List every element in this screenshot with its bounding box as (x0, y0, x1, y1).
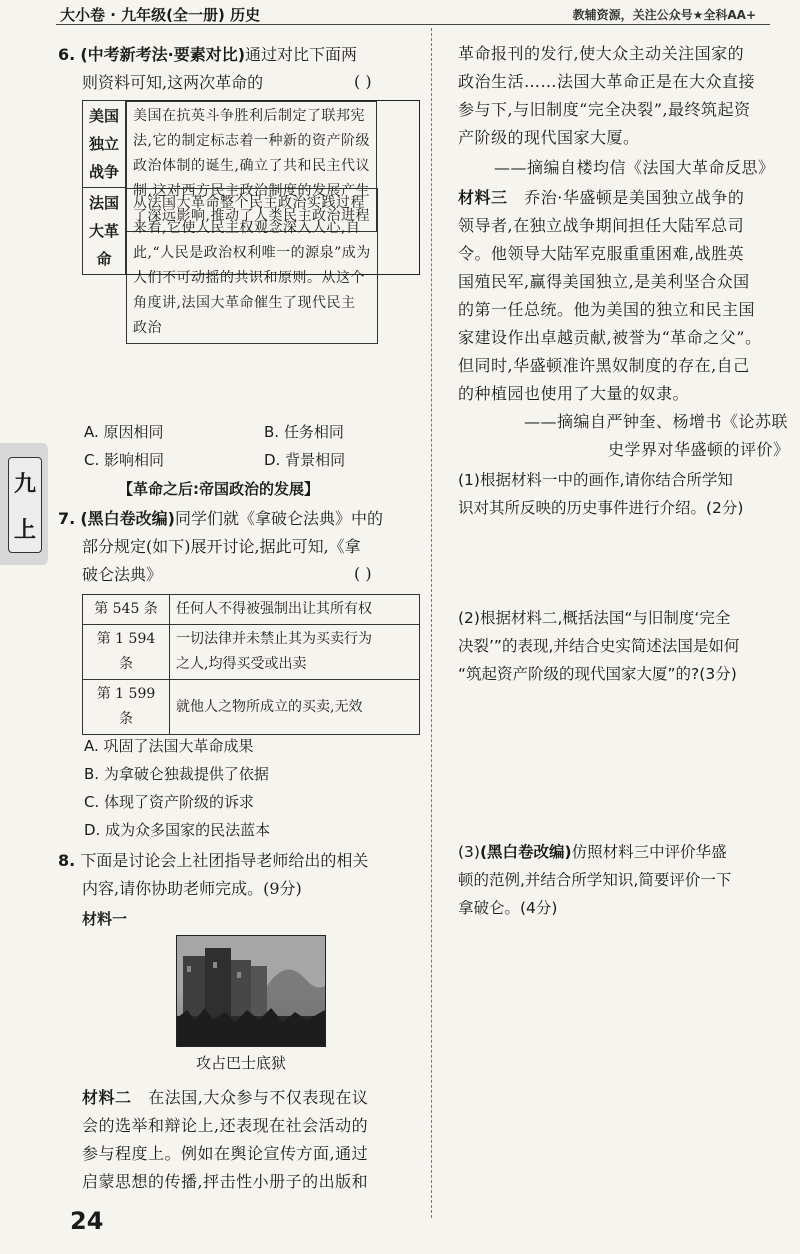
q7-article-number: 第 545 条 (83, 595, 170, 625)
subq3-line3: 拿破仑。(4分) (458, 899, 558, 917)
table-row (83, 625, 420, 680)
subq1-line2: 识对其所反映的历史事件进行介绍。(2分) (458, 499, 744, 517)
q7-article-text: 一切法律并未禁止其为买卖行为 之人,均得买受或出卖 (170, 625, 420, 680)
q6-stem-line1: 6. (中考新考法·要素对比)通过对比下面两 (58, 45, 358, 64)
q7-article-text: 就他人之物所成立的买卖,无效 (170, 680, 420, 735)
q7-article-number: 第 1 594 条 (83, 625, 170, 680)
material-3-label: 材料三 (458, 188, 508, 207)
q6-row-label: 法国 大革 命 (83, 188, 126, 275)
q7-article-number: 第 1 599 条 (83, 680, 170, 735)
subq3-line2: 顿的范例,并结合所学知识,简要评价一下 (458, 871, 732, 889)
q7-code-table (82, 594, 420, 735)
header-rule (56, 24, 770, 25)
q6-comparison-table (82, 100, 420, 336)
q7-stem-line3: 破仑法典》 (82, 565, 163, 584)
material-2-cont-line3: 参与下,与旧制度“完全决裂”,最终筑起资 (458, 100, 751, 119)
q6-option-b[interactable]: B. 任务相同 (264, 423, 344, 441)
material-3-line5: 的第一任总统。他为美国的独立和民主国 (458, 300, 756, 319)
storming-bastille-picture (176, 935, 326, 1047)
q6-tag: (中考新考法·要素对比) (80, 45, 246, 64)
table-row (83, 680, 420, 735)
table-row (83, 188, 420, 275)
side-tab-char-1: 九 (14, 471, 37, 497)
material-3-line6: 家建设作出卓越贡献,被誉为“革命之父”。 (458, 328, 762, 347)
q7-option-c[interactable]: C. 体现了资产阶级的诉求 (84, 793, 255, 811)
material-2-cont-line4: 产阶级的现代国家大厦。 (458, 128, 640, 147)
section-title: 【革命之后:帝国政治的发展】 (118, 480, 319, 498)
material-3-line3: 令。他领导大陆军克服重重困难,战胜英 (458, 244, 745, 263)
q7-option-b[interactable]: B. 为拿破仑独裁提供了依据 (84, 765, 269, 783)
material-1-label: 材料一 (82, 910, 128, 928)
side-tab-char-2: 上 (14, 517, 37, 543)
subq2-line3: “筑起资产阶级的现代国家大厦”的?(3分) (458, 665, 737, 683)
q7-article-text: 任何人不得被强制出让其所有权 (170, 595, 420, 625)
subq1-line1: (1)根据材料一中的画作,请你结合所学知 (458, 471, 733, 489)
material-3-line1: 材料三 乔治·华盛顿是美国独立战争的 (458, 188, 745, 207)
material-2-line4: 启蒙思想的传播,抨击性小册子的出版和 (82, 1172, 369, 1191)
q8-stem-line1: 8. 下面是讨论会上社团指导老师给出的相关 (58, 851, 369, 870)
material-3-line4: 国殖民军,赢得美国独立,是美利坚合众国 (458, 272, 750, 291)
material-2-label: 材料二 (82, 1088, 132, 1107)
subq3-tag: (黑白卷改编) (479, 843, 572, 861)
q7-option-d[interactable]: D. 成为众多国家的民法蓝本 (84, 821, 271, 839)
q6-option-d[interactable]: D. 背景相同 (264, 451, 346, 469)
subq2-line1: (2)根据材料二,概括法国“与旧制度‘完全 (458, 609, 731, 627)
q6-row-label: 美国 独立 战争 (83, 101, 126, 188)
material-2-line2: 会的选举和辩论上,还表现在社会活动的 (82, 1116, 369, 1135)
material-3-source-line1: ——摘编自严钟奎、杨增书《论苏联 (524, 412, 789, 431)
page-number: 24 (70, 1207, 104, 1235)
material-3-line2: 领导者,在独立战争期间担任大陆军总司 (458, 216, 745, 235)
q7-stem-line2: 部分规定(如下)展开讨论,据此可知,《拿 (82, 537, 361, 556)
material-3-line8: 的种植园也使用了大量的奴隶。 (458, 384, 690, 403)
subq3-line1: (3)(黑白卷改编)仿照材料三中评价华盛 (458, 843, 727, 861)
subq2-line2: 决裂’”的表现,并结合史实简述法国是如何 (458, 637, 740, 655)
grade-side-tab (0, 443, 48, 565)
q6-option-c[interactable]: C. 影响相同 (84, 451, 165, 469)
q8-stem-line2: 内容,请你协助老师完成。(9分) (82, 879, 302, 898)
picture-caption: 攻占巴士底狱 (196, 1054, 287, 1072)
q6-answer-blank[interactable]: ( ) (354, 72, 372, 91)
q7-tag: (黑白卷改编) (80, 509, 175, 528)
material-2-cont-line1: 革命报刊的发行,使大众主动关注国家的 (458, 44, 745, 63)
material-3-source-line2: 史学界对华盛顿的评价》 (608, 440, 790, 459)
header-book-title: 大小卷 · 九年级(全一册) 历史 (60, 6, 261, 24)
material-2-line1: 材料二 在法国,大众参与不仅表现在议 (82, 1088, 369, 1107)
material-3-line7: 但同时,华盛顿准许黑奴制度的存在,自己 (458, 356, 750, 375)
q6-row-text: 美国在抗英斗争胜利后制定了联邦宪 法,它的制定标志着一种新的资产阶级 政治体制的诞生,确立了共和民主代议 制,这对西方民主政治制度的发展产生 了深远影响,推动了人类民主政治进程 (126, 101, 377, 232)
q7-option-a[interactable]: A. 巩固了法国大革命成果 (84, 737, 254, 755)
q6-stem-line2: 则资料可知,这两次革命的 (82, 73, 264, 92)
header-promo: 教辅资源，关注公众号★全科AA+ (572, 8, 756, 22)
table-row (83, 101, 420, 188)
table-row (83, 595, 420, 625)
q7-number: 7. (58, 509, 76, 528)
q8-number: 8. (58, 851, 76, 870)
material-2-line3: 参与程度上。例如在舆论宣传方面,通过 (82, 1144, 369, 1163)
q6-row-text: 从法国大革命整个民主政治实践过程 来看,它使人民主权观念深入人心,自 此,“人民是政治权利唯一的源泉”成为 人们不可动摇的共识和原则。从这个 角度讲,法国大革命催生了现代民主 政治 (126, 188, 378, 344)
q7-answer-blank[interactable]: ( ) (354, 564, 372, 583)
material-2-cont-line2: 政治生活……法国大革命正是在大众直接 (458, 72, 756, 91)
q7-stem-line1: 7. (黑白卷改编)同学们就《拿破仑法典》中的 (58, 509, 383, 528)
q6-number: 6. (58, 45, 76, 64)
column-divider (431, 28, 432, 1218)
q6-option-a[interactable]: A. 原因相同 (84, 423, 164, 441)
material-2-source: ——摘编自楼均信《法国大革命反思》 (494, 158, 775, 177)
